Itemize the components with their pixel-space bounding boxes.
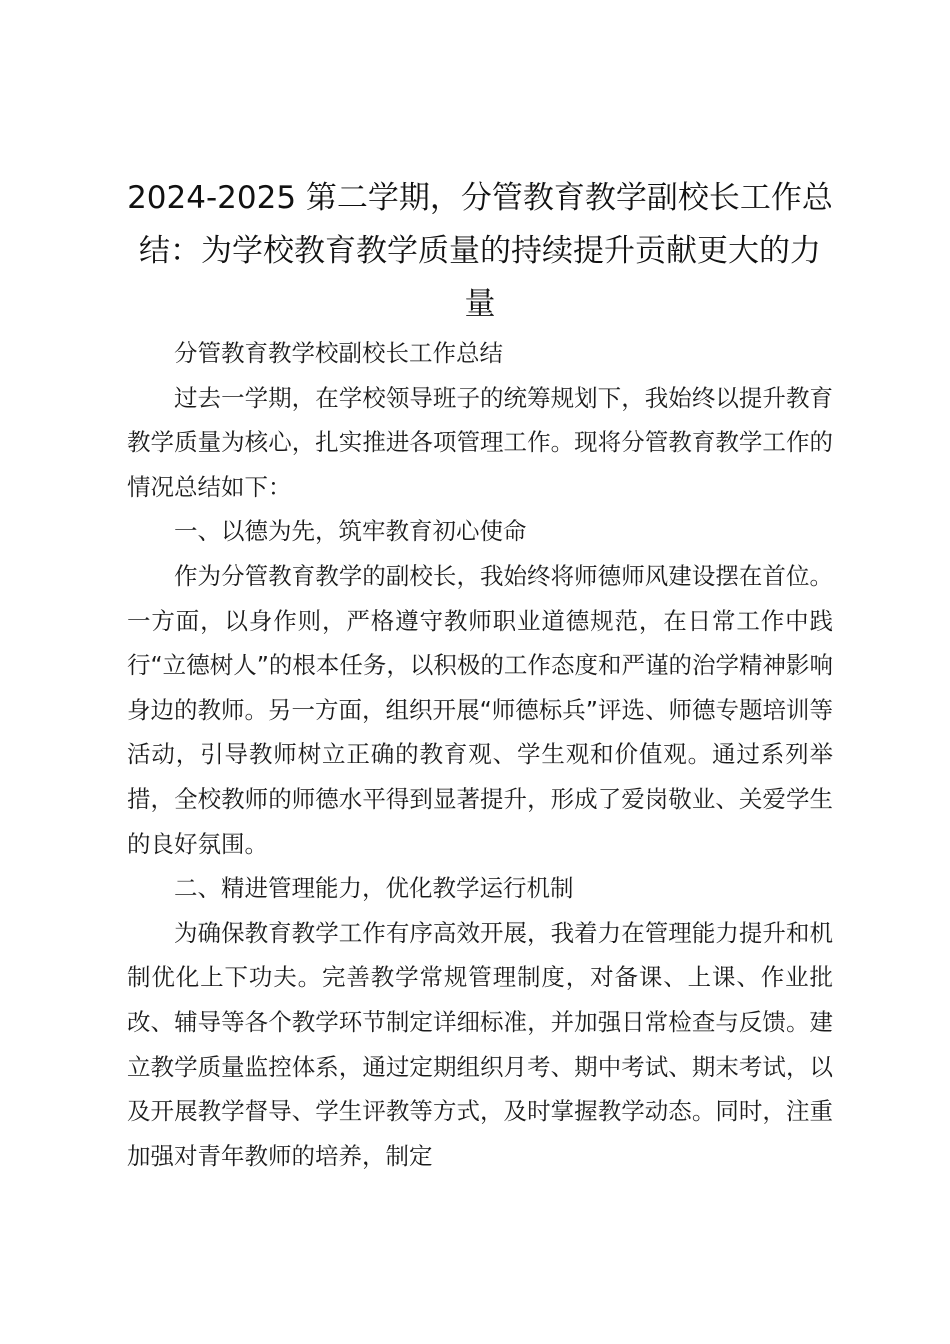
document-body	[127, 172, 833, 1178]
document-title: 2024-2025 第二学期，分管教育教学副校长工作总结：为学校教育教学质量的持续提升贡献更大的力量	[127, 180, 833, 322]
section-1-paragraph: 作为分管教育教学的副校长，我始终将师德师风建设摆在首位。一方面，以身作则，严格遵守教师职业道德规范，在日常工作中践行“立德树人”的根本任务，以积极的工作态度和严谨的治学精神影响身边的教师。另一方面，组织开展“师德标兵”评选、师德专题培训等活动，引导教师树立正确的教育观、学生观和价值观。通过系列举措，全校教师的师德水平得到显著提升，形成了爱岗敬业、关爱学生的良好氛围。	[127, 561, 833, 858]
document-subtitle: 分管教育教学校副校长工作总结	[174, 339, 503, 367]
intro-paragraph: 过去一学期，在学校领导班子的统筹规划下，我始终以提升教育教学质量为核心，扎实推进各项管理工作。现将分管教育教学工作的情况总结如下：	[127, 383, 833, 501]
section-heading-1: 一、以德为先，筑牢教育初心使命	[174, 517, 527, 546]
section-heading-2: 二、精进管理能力，优化教学运行机制	[174, 874, 574, 903]
section-2-paragraph: 为确保教育教学工作有序高效开展，我着力在管理能力提升和机制优化上下功夫。完善教学常规管理制度，对备课、上课、作业批改、辅导等各个教学环节制定详细标准，并加强日常检查与反馈。建立教学质量监控体系，通过定期组织月考、期中考试、期末考试，以及开展教学督导、学生评教等方式，及时掌握教学动态。同时，注重加强对青年教师的培养，制定	[127, 918, 833, 1170]
